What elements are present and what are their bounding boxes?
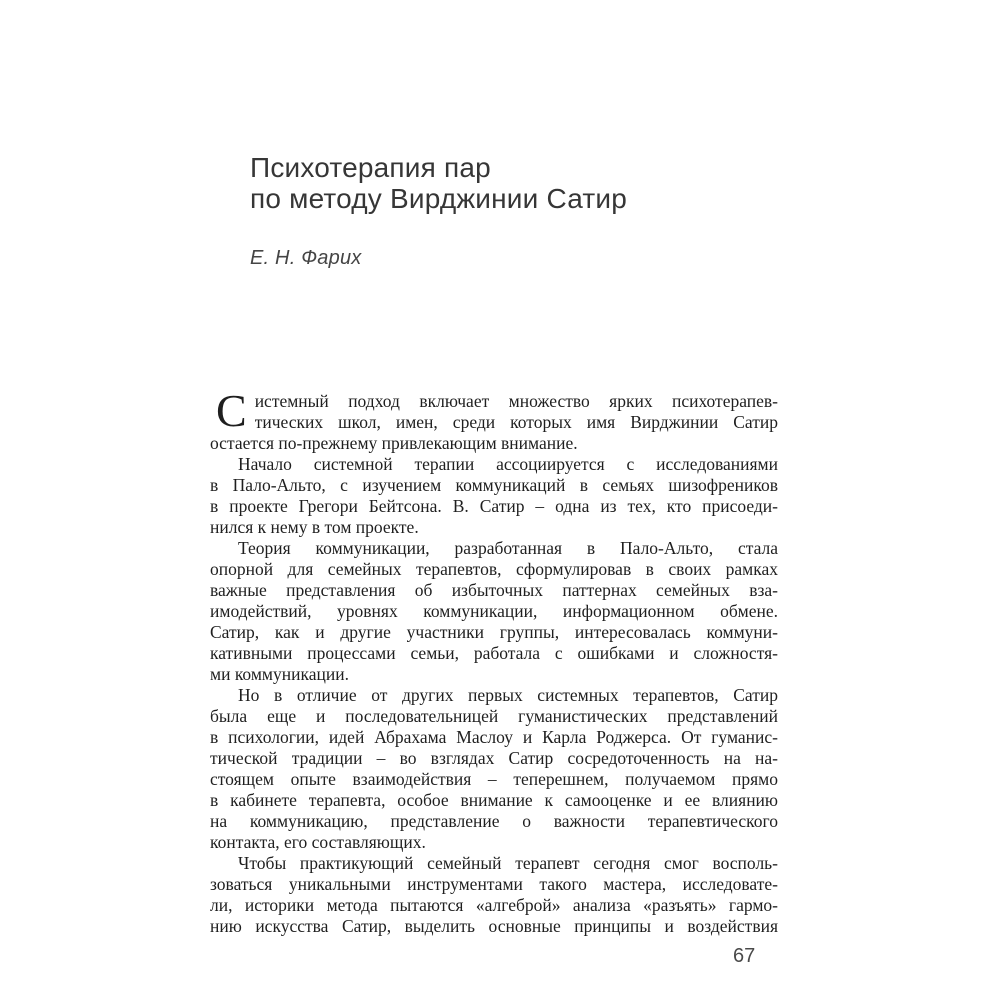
text-line: стоящем опыте взаимодействия – теперешнем, получаемом прямо	[210, 769, 778, 789]
text-line: в кабинете терапевта, особое внимание к самооценке и ее влиянию	[210, 790, 778, 810]
text-line: важные представления об избыточных паттернах семейных вза-	[210, 580, 778, 600]
chapter-title	[250, 152, 627, 214]
paragraph	[210, 538, 778, 685]
text-line: в психологии, идей Абрахама Маслоу и Карла Роджерса. От гуманис-	[210, 727, 778, 747]
chapter-title-line-2: по методу Вирджинии Сатир	[250, 183, 627, 214]
text-line: остается по-прежнему привлекающим внимание.	[210, 433, 578, 453]
chapter-title-line-1: Психотерапия пар	[250, 152, 491, 183]
text-line: тической традиции – во взглядах Сатир сосредоточенность на на-	[210, 748, 778, 768]
paragraph	[210, 385, 778, 454]
page-number: 67	[733, 945, 756, 967]
paragraph	[210, 454, 778, 538]
drop-cap: С	[216, 385, 247, 436]
text-line: Но в отличие от других первых системных терапевтов, Сатир	[238, 685, 778, 705]
text-line: ли, историки метода пытаются «алгеброй» анализа «разъять» гармо-	[210, 895, 778, 915]
text-line: нился к нему в том проекте.	[210, 517, 419, 537]
chapter-header	[250, 152, 627, 270]
text-line: тических школ, имен, среди которых имя Вирджинии Сатир	[254, 412, 778, 432]
paragraph	[210, 685, 778, 853]
chapter-author: Е. Н. Фарих	[250, 247, 362, 269]
text-line: в проекте Грегори Бейтсона. В. Сатир – одна из тех, кто присоеди-	[210, 496, 778, 516]
body-text	[210, 385, 778, 937]
text-line: зоваться уникальными инструментами такого мастера, исследовате-	[210, 874, 778, 894]
text-line: Сатир, как и другие участники группы, интересовалась коммуни-	[210, 622, 778, 642]
text-line: имодействий, уровнях коммуникации, информационном обмене.	[210, 601, 778, 621]
text-line: Начало системной терапии ассоциируется с исследованиями	[238, 454, 778, 474]
text-line: в Пало-Альто, с изучением коммуникаций в семьях шизофреников	[210, 475, 778, 495]
text-line: на коммуникацию, представление о важности терапевтического	[210, 811, 778, 831]
text-line: контакта, его составляющих.	[210, 832, 426, 852]
text-line: Теория коммуникации, разработанная в Пало-Альто, стала	[238, 538, 778, 558]
text-line: опорной для семейных терапевтов, сформулировав в своих рамках	[210, 559, 778, 579]
text-line: нию искусства Сатир, выделить основные принципы и воздействия	[210, 916, 778, 936]
text-line: ми коммуникации.	[210, 664, 349, 684]
paragraph	[210, 853, 778, 937]
text-line: Чтобы практикующий семейный терапевт сегодня смог восполь-	[238, 853, 778, 873]
text-line: кативными процессами семьи, работала с ошибками и сложностя-	[210, 643, 778, 663]
text-line: была еще и последовательницей гуманистических представлений	[210, 706, 778, 726]
text-line: истемный подход включает множество ярких психотерапев-	[254, 391, 778, 411]
